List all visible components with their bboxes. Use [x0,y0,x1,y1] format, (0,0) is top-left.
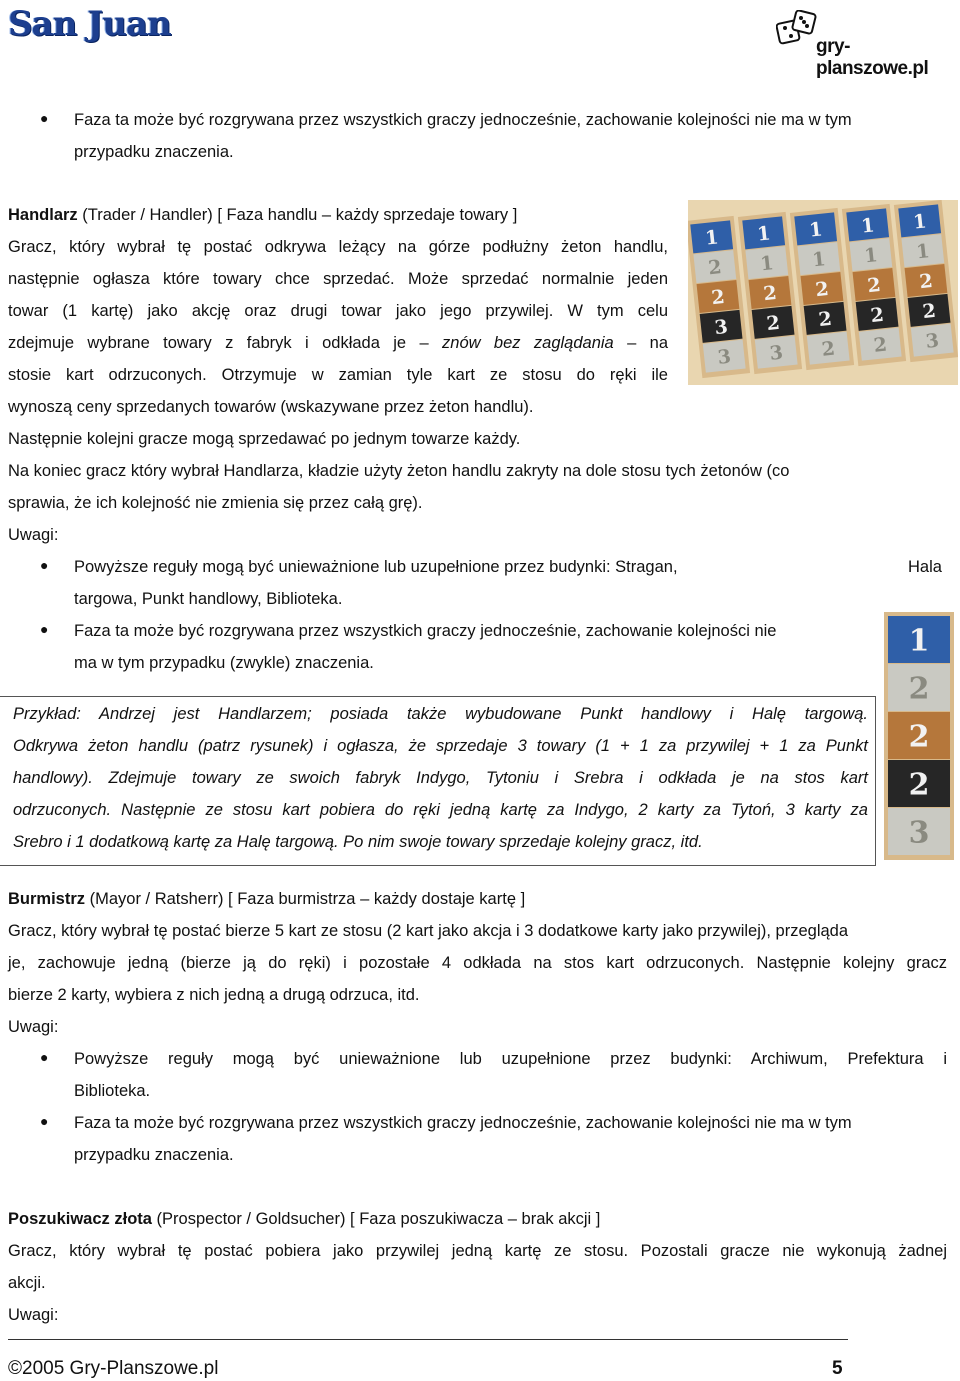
dice-icon [776,10,820,50]
text-line: sprawia, że ich kolejność nie zmienia się przez całą grę). [8,494,423,512]
tile-number: 3 [924,329,941,353]
example-line: odrzuconych. Następnie ze stosu kart pobiera do ręki jedną kartę za Indygo, 2 karty za Tytoń, 3 karty za [13,801,868,819]
section-heading-handlarz: Handlarz (Trader / Handler) [ Faza handlu – każdy sprzedaje towary ] [8,206,518,224]
text-line: Gracz, który wybrał tę postać odkrywa leżący na górze podłużny żeton handlu, [8,238,668,256]
text-line: następnie ogłasza które towary chce sprzedać. Może sprzedać normalnie jeden [8,270,668,288]
tile-number: 2 [710,285,726,310]
tile-number: 1 [912,210,928,234]
tile-number: 2 [908,719,930,755]
tile-number: 1 [908,623,930,659]
text-line: Na koniec gracz który wybrał Handlarza, kładzie użyty żeton handlu zakryty na dole stosu tych żetonów (co [8,462,790,480]
tile-number: 2 [866,273,882,298]
example-line: Srebro i 1 dodatkową kartę za Halę targową. Po nim swoje towary sprzedaje kolejny gracz, itd. [13,833,703,851]
tile-number: 1 [863,244,879,268]
text-line: targowa, Punkt handlowy, Biblioteka. [74,590,343,608]
bullet-icon: ● [40,621,49,637]
section-heading-burmistrz: Burmistrz (Mayor / Ratsherr) [ Faza burmistrza – każdy dostaje kartę ] [8,890,526,908]
page-number: 5 [832,1358,843,1379]
section-heading-poszukiwacz: Poszukiwacz złota (Prospector / Goldsucher) [ Faza poszukiwacza – brak akcji ] [8,1210,601,1228]
text-line: Gracz, który wybrał tę postać bierze 5 kart ze stosu (2 kart jako akcja i 3 dodatkowe karty jako przywilej), przegląda [8,922,849,940]
text-line: Biblioteka. [74,1082,151,1100]
text-line: towar (1 kartę) jako akcję oraz drugi towar jako jego przywilej. W tym celu [8,302,668,320]
tile-number: 2 [918,269,934,294]
text-line: Gracz, który wybrał tę postać pobiera jako przywilej jedną kartę ze stosu. Pozostali gracze nie wykonują żadnej [8,1242,947,1260]
tile-number: 1 [811,248,827,272]
tile-number: 2 [762,281,778,306]
tile-number: 1 [860,214,876,238]
tile-number: 2 [814,277,830,302]
tile-number: 2 [869,303,885,328]
example-line: handlowy). Zdejmuje towary ze swoich fabryk Indygo, Tytoniu i Srebra i odkłada je na stos kart [13,769,868,787]
tile-number: 2 [908,671,930,707]
text-line: przypadku znaczenia. [74,1146,234,1164]
text-line: Faza ta może być rozgrywana przez wszystkich graczy jednocześnie, zachowanie kolejności nie ma w tym [74,1114,852,1132]
tile-number: 3 [716,345,733,369]
text-line: je, zachowuje jedną (bierze ją do ręki) i pozostałe 4 odkłada na stos kart odrzuconych. Następnie kolejny gracz [8,954,947,972]
trading-tiles-image [688,200,958,385]
text-line: stosie kart odrzuconych. Otrzymuje w zamian tyle kart ze stosu do ręki ile [8,366,668,384]
tile-number: 2 [908,767,930,803]
tile-number: 1 [915,240,931,264]
text-line: wynoszą ceny sprzedanych towarów (wskazywane przez żeton handlu). [8,398,534,416]
text-line: ma w tym przypadku (zwykle) znaczenia. [74,654,374,672]
logo-text: gry-planszowe.pl [816,36,929,79]
text-line: przypadku znaczenia. [74,143,234,161]
gry-planszowe-logo [776,8,946,79]
tile-number: 1 [756,222,772,246]
tile-number: 1 [704,226,720,250]
example-line: Przykład: Andrzej jest Handlarzem; posiada także wybudowane Punkt handlowy i Halę targową. [13,705,868,723]
text-line: Następnie kolejni gracze mogą sprzedawać po jednym towarze każdy. [8,430,521,448]
trading-tile [884,612,954,860]
tile-number: 2 [820,337,837,361]
uwagi-label: Uwagi: [8,1018,59,1036]
bullet-icon: ● [40,557,49,573]
tile-number: 3 [713,315,729,340]
footer-copyright: ©2005 Gry-Planszowe.pl [8,1358,219,1379]
text-line: Faza ta może być rozgrywana przez wszystkich graczy jednocześnie, zachowanie kolejności nie [74,622,777,640]
uwagi-label: Uwagi: [8,1306,59,1324]
san-juan-logo: San Juan [8,4,171,44]
trading-tile-image [880,608,958,866]
tile-number: 2 [921,299,937,324]
tile-number: 3 [908,815,930,851]
text-line: bierze 2 karty, wybiera z nich jedną a drugą odrzuca, itd. [8,986,420,1004]
text-line: Faza ta może być rozgrywana przez wszystkich graczy jednocześnie, zachowanie kolejności nie ma w tym [74,111,852,129]
tile-number: 2 [872,333,889,357]
tile-number: 1 [759,252,775,276]
text-line: zdejmuje wybrane towary z fabryk i odkłada je – znów bez zaglądania – na [8,334,668,352]
example-line: Odkrywa żeton handlu (patrz rysunek) i ogłasza, że sprzedaje 3 towary (1 + 1 za przywilej + 1 za Punkt [13,737,868,755]
bullet-icon: ● [40,1113,49,1129]
bullet-icon: ● [40,110,49,126]
tile-number: 1 [808,218,824,242]
tile-number: 2 [707,256,723,280]
tile-number: 2 [765,311,781,336]
text-line: Powyższe reguły mogą być unieważnione lub uzupełnione przez budynki: Stragan, [74,558,678,576]
text-line: Powyższe reguły mogą być unieważnione lub uzupełnione przez budynki: Archiwum, Prefektura i [74,1050,947,1068]
tile-number: 2 [817,307,833,332]
text-line: akcji. [8,1274,46,1292]
bullet-icon: ● [40,1049,49,1065]
footer-divider [8,1339,848,1340]
text-line: Hala [908,558,942,576]
uwagi-label: Uwagi: [8,526,59,544]
tile-number: 3 [768,341,785,365]
